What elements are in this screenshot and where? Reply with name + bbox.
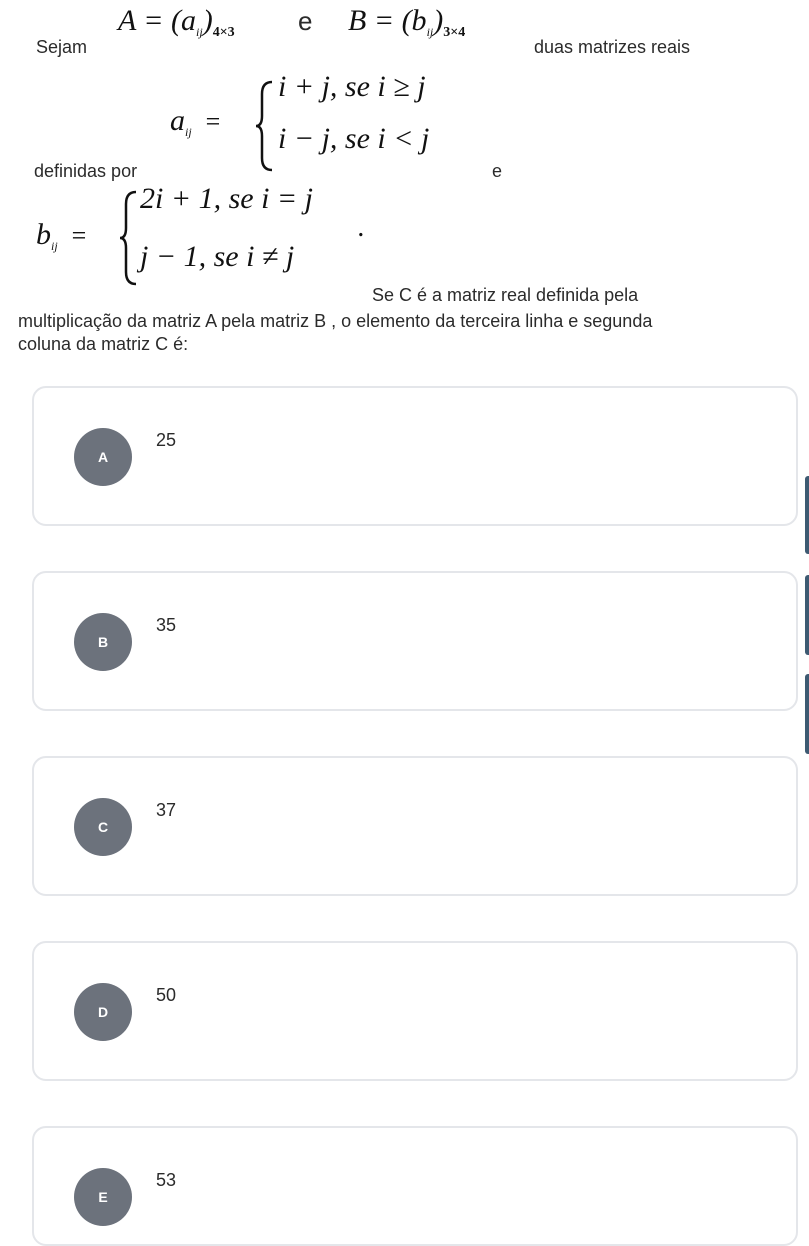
option-a[interactable]: [32, 386, 798, 526]
option-value: 50: [156, 985, 177, 1005]
text-multiplicacao: multiplicação da matriz A pela matriz B , o elemento da terceira linha e segunda: [18, 311, 653, 331]
b-ij-lhs: $b_{ij}$ =: [36, 218, 87, 253]
text-e: e: [492, 161, 503, 181]
b-ij-period: .: [358, 212, 365, 243]
option-c[interactable]: [32, 756, 798, 896]
option-e[interactable]: [32, 1126, 798, 1246]
option-letter-badge: D: [74, 983, 132, 1041]
a-ij-case-1: i + j, se i ≥ j: [278, 70, 426, 103]
side-accent-mark: [805, 575, 809, 655]
option-letter-badge: A: [74, 428, 132, 486]
matrix-b-definition: $B = (b_{ij})_{3\times 4}$: [348, 4, 466, 40]
option-letter-badge: C: [74, 798, 132, 856]
a-ij-case-2: i − j, se i < j: [278, 122, 430, 155]
b-ij-case-2: j − 1, se i ≠ j: [140, 240, 295, 273]
conj-e: e: [298, 6, 313, 36]
option-value: 37: [156, 800, 177, 820]
option-b[interactable]: [32, 571, 798, 711]
text-se-c: Se C é a matriz real definida pela: [372, 285, 639, 305]
text-sejam: Sejam: [36, 37, 88, 57]
option-value: 25: [156, 430, 177, 450]
option-letter-badge: E: [74, 1168, 132, 1226]
a-ij-brace-icon: [254, 78, 276, 174]
b-ij-brace-icon: [118, 188, 140, 288]
text-definidas-por: definidas por: [34, 161, 138, 181]
option-value: 35: [156, 615, 177, 635]
text-duas-matrizes: duas matrizes reais: [534, 37, 691, 57]
matrix-a-definition: $A = (a_{ij})_{4\times 3}$: [118, 4, 235, 40]
option-letter-badge: B: [74, 613, 132, 671]
option-d[interactable]: [32, 941, 798, 1081]
side-accent-mark: [805, 674, 809, 754]
text-coluna: coluna da matriz C é:: [18, 334, 189, 354]
a-ij-lhs: $a_{ij}$ =: [170, 104, 221, 139]
side-accent-mark: [805, 476, 809, 554]
b-ij-case-1: 2i + 1, se i = j: [140, 182, 313, 215]
option-value: 53: [156, 1170, 177, 1190]
